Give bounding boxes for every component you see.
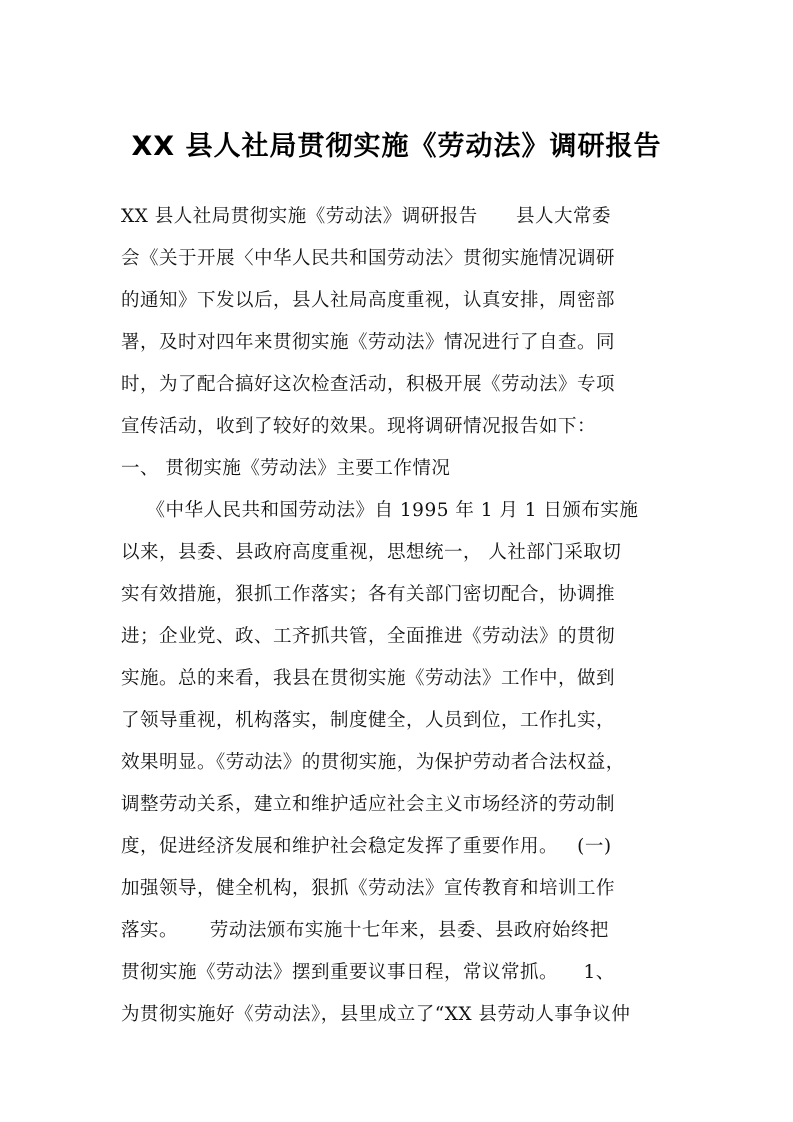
body-line: 落实。 劳动法颁布实施十七年来，县委、县政府始终把 [121, 920, 609, 941]
document-title: XX 县人社局贯彻实施《劳动法》调研报告 [131, 131, 662, 162]
body-line: 实有效措施，狠抓工作落实；各有关部门密切配合，协调推 [121, 584, 616, 605]
body-line: 为贯彻实施好《劳动法》，县里成立了“XX 县劳动人事争议仲 [121, 1004, 631, 1025]
body-line: 宣传活动，收到了较好的效果。现将调研情况报告如下： [121, 416, 597, 437]
body-line: 了领导重视，机构落实，制度健全，人员到位，工作扎实， [121, 710, 616, 731]
body-line: 时，为了配合搞好这次检查活动，积极开展《劳动法》专项 [121, 374, 616, 395]
section-heading: 一、 贯彻实施《劳动法》主要工作情况 [121, 458, 451, 479]
document-body [121, 196, 677, 1036]
body-line: 贯彻实施《劳动法》摆到重要议事日程，常议常抓。 1、 [121, 962, 615, 983]
body-line: 的通知》下发以后，县人社局高度重视，认真安排，周密部 [121, 290, 616, 311]
body-line: 会《关于开展〈中华人民共和国劳动法〉贯彻实施情况调研 [121, 248, 616, 269]
body-line: 《中华人民共和国劳动法》自 1995 年 1 月 1 日颁布实施 [121, 500, 639, 521]
body-line: 进；企业党、政、工齐抓共管，全面推进《劳动法》的贯彻 [121, 626, 616, 647]
body-line: 实施。总的来看，我县在贯彻实施《劳动法》工作中，做到 [121, 668, 616, 689]
body-line: XX 县人社局贯彻实施《劳动法》调研报告 县人大常委 [121, 206, 612, 227]
body-line: 效果明显。《劳动法》的贯彻实施，为保护劳动者合法权益， [121, 752, 625, 773]
body-line: 调整劳动关系，建立和维护适应社会主义市场经济的劳动制 [121, 794, 616, 815]
body-line: 署，及时对四年来贯彻实施《劳动法》情况进行了自查。同 [121, 332, 616, 353]
body-line: 度，促进经济发展和维护社会稳定发挥了重要作用。 (一) [121, 836, 612, 857]
body-line: 以来，县委、县政府高度重视，思想统一， 人社部门采取切 [121, 542, 622, 563]
body-line: 加强领导，健全机构，狠抓《劳动法》宣传教育和培训工作 [121, 878, 616, 899]
